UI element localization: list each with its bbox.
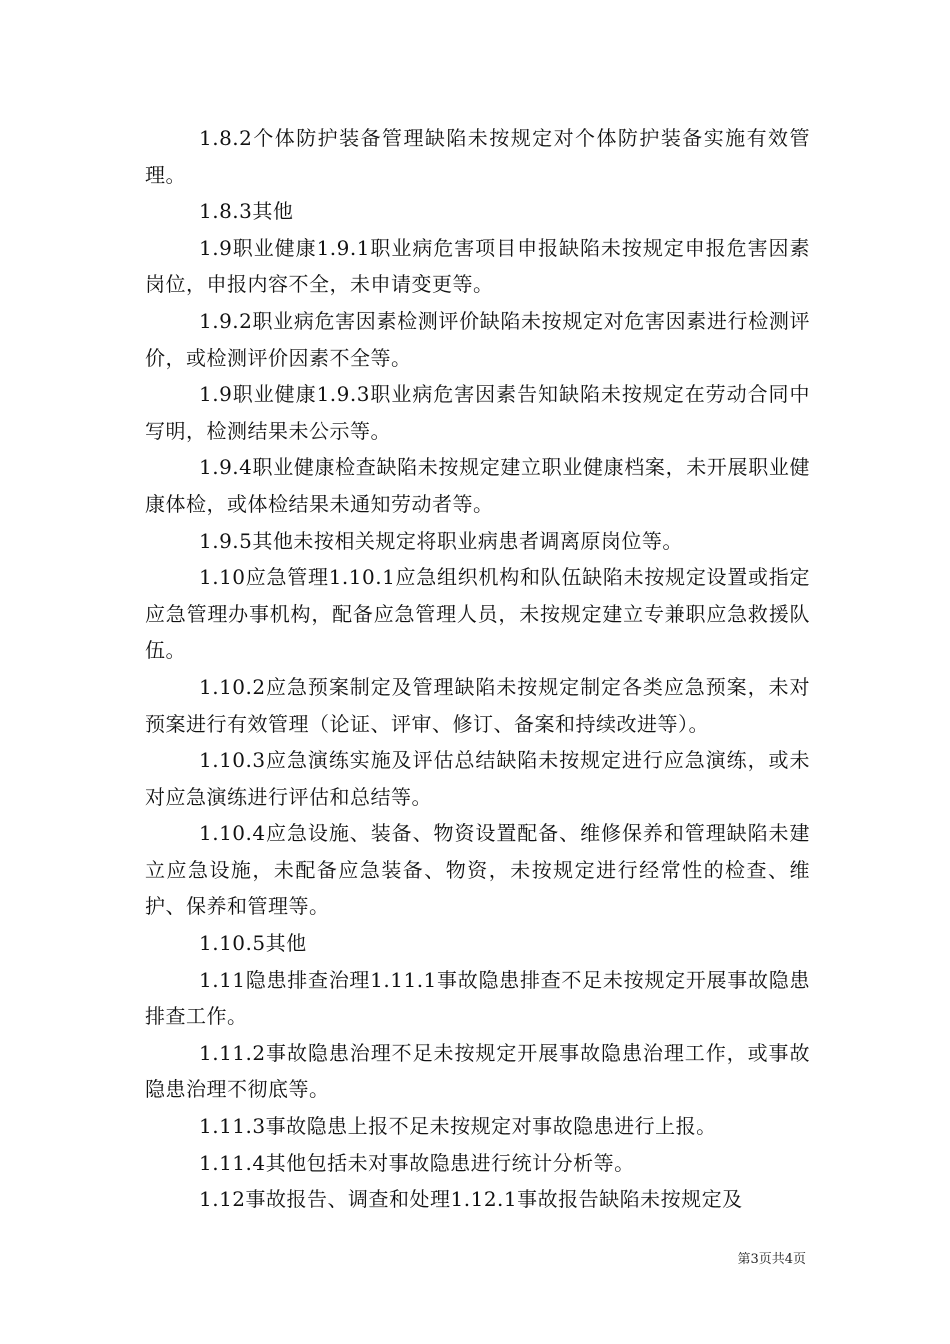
paragraph: 1.12事故报告、调查和处理1.12.1事故报告缺陷未按规定及 <box>199 1187 743 1212</box>
paragraph: 1.9.5其他未按相关规定将职业病患者调离原岗位等。 <box>199 528 683 553</box>
paragraph: 1.9.4职业健康检查缺陷未按规定建立职业健康档案，未开展职业健康体检，或体检结果未通知劳动者等。 <box>145 455 810 516</box>
paragraph: 1.11隐患排查治理1.11.1事故隐患排查不足未按规定开展事故隐患排查工作。 <box>145 967 810 1029</box>
paragraph: 1.9职业健康1.9.3职业病危害因素告知缺陷未按规定在劳动合同中写明，检测结果未公示等。 <box>145 382 810 443</box>
paragraph: 1.10.4应急设施、装备、物资设置配备、维修保养和管理缺陷未建立应急设施，未配备应急装备、物资，未按规定进行经常性的检查、维护、保养和管理等。 <box>145 821 810 919</box>
paragraph: 1.11.3事故隐患上报不足未按规定对事故隐患进行上报。 <box>199 1114 717 1139</box>
paragraph: 1.11.4其他包括未对事故隐患进行统计分析等。 <box>199 1150 635 1175</box>
paragraph: 1.9职业健康1.9.1职业病危害项目申报缺陷未按规定申报危害因素岗位，申报内容不全，未申请变更等。 <box>145 235 810 297</box>
document-body <box>145 120 810 1218</box>
page-number-footer: 第3页共4页 <box>737 1252 806 1267</box>
paragraph: 1.11.2事故隐患治理不足未按规定开展事故隐患治理工作，或事故隐患治理不彻底等。 <box>145 1040 810 1102</box>
paragraph: 1.8.3其他 <box>199 199 294 224</box>
paragraph: 1.8.2个体防护装备管理缺陷未按规定对个体防护装备实施有效管理。 <box>145 126 810 187</box>
paragraph: 1.9.2职业病危害因素检测评价缺陷未按规定对危害因素进行检测评价，或检测评价因素不全等。 <box>145 308 810 370</box>
paragraph: 1.10应急管理1.10.1应急组织机构和队伍缺陷未按规定设置或指定应急管理办事机构，配备应急管理人员，未按规定建立专兼职应急救援队伍。 <box>145 565 810 663</box>
paragraph: 1.10.2应急预案制定及管理缺陷未按规定制定各类应急预案，未对预案进行有效管理（论证、评审、修订、备案和持续改进等）。 <box>145 674 810 736</box>
paragraph: 1.10.3应急演练实施及评估总结缺陷未按规定进行应急演练，或未对应急演练进行评估和总结等。 <box>145 748 810 809</box>
paragraph: 1.10.5其他 <box>199 931 307 956</box>
